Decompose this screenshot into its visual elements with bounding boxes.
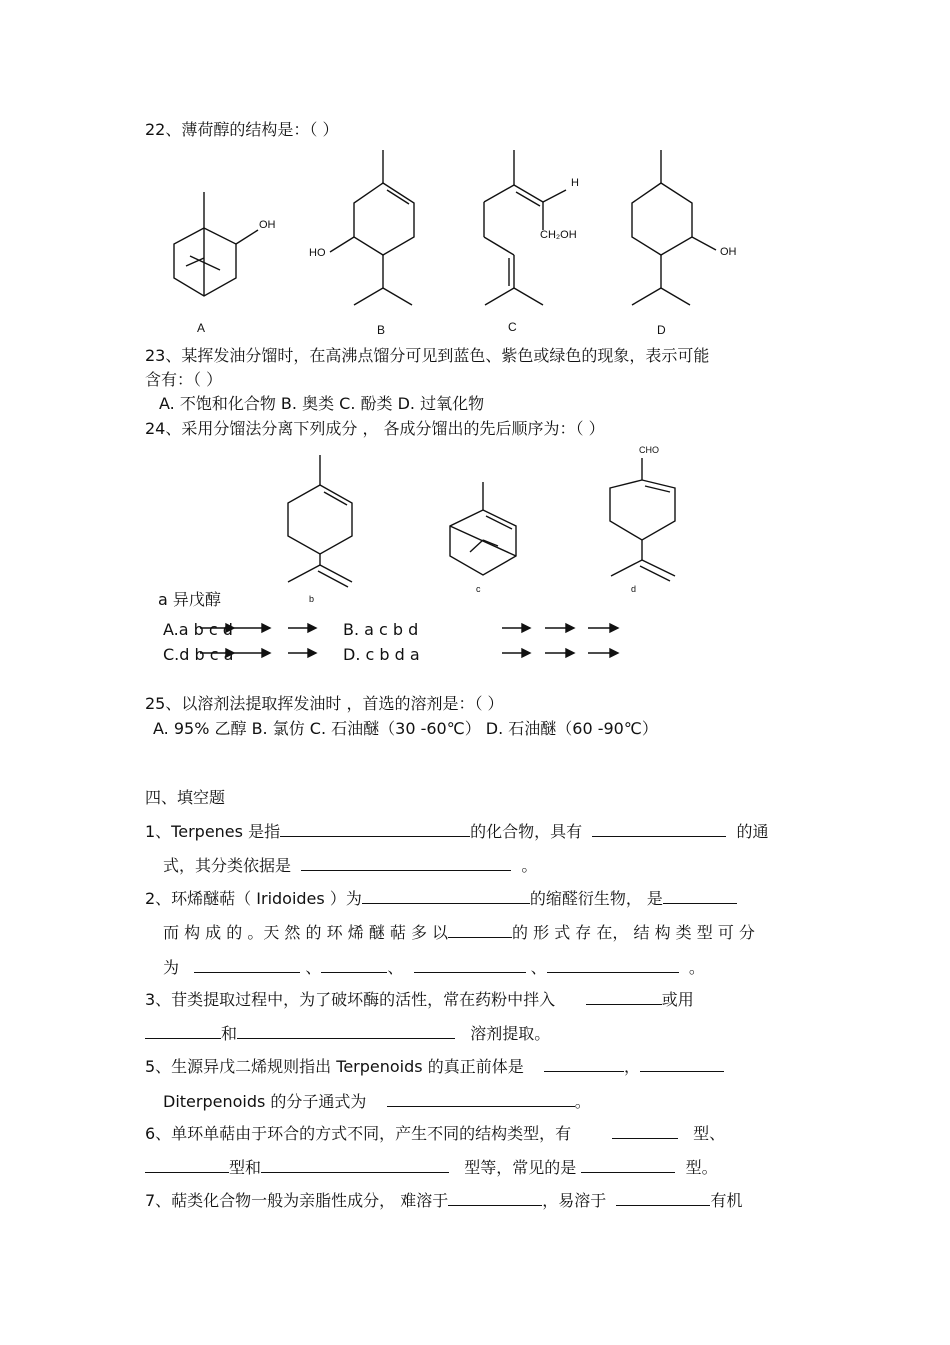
- blank-5-3[interactable]: [387, 1092, 575, 1107]
- fill6-line2: 型和 型等，常见的是 型。: [145, 1158, 718, 1178]
- blank-1-3[interactable]: [301, 856, 511, 871]
- q24-label-c: c: [476, 584, 481, 594]
- q24-option-b: B. a c b d: [343, 620, 419, 639]
- blank-6-2[interactable]: [145, 1158, 229, 1173]
- structure-22d: [632, 150, 716, 305]
- structure-22c: [484, 150, 566, 305]
- q22-label-c: C: [508, 320, 517, 334]
- q24-stem: 24、采用分馏法分离下列成分 ， 各成分馏出的先后顺序为：（ ）: [145, 419, 605, 438]
- blank-5-1[interactable]: [544, 1057, 624, 1072]
- blank-2-1[interactable]: [362, 889, 530, 904]
- fill1-line2: 式，其分类依据是 。: [163, 856, 538, 875]
- blank-2-3[interactable]: [448, 923, 512, 938]
- blank-1-1[interactable]: [280, 822, 470, 837]
- q24-item-a: a 异戊醇: [158, 590, 221, 609]
- q22-label-b: B: [377, 323, 386, 337]
- q23-stem-line1: 23、某挥发油分馏时，在高沸点馏分可见到蓝色、紫色或绿色的现象，表示可能: [145, 346, 710, 365]
- q22-label-d: D: [657, 323, 666, 337]
- blank-6-1[interactable]: [612, 1124, 678, 1139]
- fill7-line1: 7、萜类化合物一般为亲脂性成分， 难溶于 ，易溶于 有机: [145, 1191, 743, 1210]
- blank-7-2[interactable]: [616, 1191, 710, 1206]
- q22c-h: H: [571, 177, 579, 189]
- structure-22b: [330, 150, 414, 305]
- blank-2-5[interactable]: [321, 958, 387, 973]
- fill5-line2: Diterpenoids 的分子通式为 。: [163, 1092, 591, 1111]
- q24-option-d: D. c b d a: [343, 645, 420, 664]
- blank-6-4[interactable]: [581, 1158, 675, 1173]
- fill5-line1: 5、生源异戊二烯规则指出 Terpenoids 的真正前体是 ，: [145, 1057, 724, 1077]
- q22-label-a: A: [197, 321, 206, 335]
- q23-options: A. 不饱和化合物 B. 奥类 C. 酚类 D. 过氧化物: [159, 394, 485, 413]
- fill3-line1: 3、苷类提取过程中，为了破坏酶的活性，常在药粉中拌入 或用: [145, 990, 694, 1009]
- blank-2-6[interactable]: [414, 958, 526, 973]
- structure-24c: [450, 482, 516, 575]
- fill2-line3: 为 、 、 、 。: [163, 958, 705, 977]
- blank-2-7[interactable]: [547, 958, 679, 973]
- structure-22a: [174, 192, 258, 296]
- q22b-ho: HO: [309, 247, 326, 259]
- fill6-line1: 6、单环单萜由于环合的方式不同，产生不同的结构类型，有 型、: [145, 1124, 726, 1143]
- blank-3-1[interactable]: [586, 990, 662, 1005]
- fill2-line2: 而 构 成 的 。天 然 的 环 烯 醚 萜 多 以 的 形 式 存 在， 结 构 类 型 可 分: [163, 923, 755, 942]
- q25-options: A. 95% 乙醇 B. 氯仿 C. 石油醚（30 -60℃） D. 石油醚（60 -90℃）: [153, 719, 658, 738]
- q24-cho: CHO: [639, 445, 659, 455]
- fill1-line1: 1、Terpenes 是指 的化合物，具有 的通: [145, 822, 769, 841]
- q22a-oh: OH: [259, 219, 276, 231]
- structure-24b: [288, 455, 352, 587]
- q22d-oh: OH: [720, 246, 737, 258]
- q24-option-a: A.a b c d: [163, 620, 233, 639]
- blank-3-2[interactable]: [145, 1024, 221, 1039]
- section4-title: 四、填空题: [145, 788, 226, 807]
- blank-5-2[interactable]: [640, 1057, 724, 1072]
- blank-7-1[interactable]: [448, 1191, 542, 1206]
- q22c-ch2oh: CH₂OH: [540, 229, 577, 241]
- blank-1-2[interactable]: [592, 822, 726, 837]
- q24-option-c: C.d b c a: [163, 645, 234, 664]
- blank-2-4[interactable]: [194, 958, 300, 973]
- q24-label-b: b: [309, 594, 315, 604]
- blank-6-3[interactable]: [261, 1158, 449, 1173]
- q24-label-d: d: [631, 584, 637, 594]
- q25-stem: 25、以溶剂法提取挥发油时 ，首选的溶剂是：（ ）: [145, 694, 504, 713]
- q22-stem: 22、薄荷醇的结构是：（ ）: [145, 120, 339, 139]
- blank-2-2[interactable]: [663, 889, 737, 904]
- fill2-line1: 2、环烯醚萜（ Iridoides ）为 的缩醛衍生物， 是: [145, 889, 737, 909]
- structure-24d: [610, 458, 675, 581]
- q23-stem-line2: 含有：（ ）: [145, 370, 223, 389]
- blank-3-3[interactable]: [237, 1024, 455, 1039]
- fill3-line2: 和 溶剂提取。: [145, 1024, 550, 1044]
